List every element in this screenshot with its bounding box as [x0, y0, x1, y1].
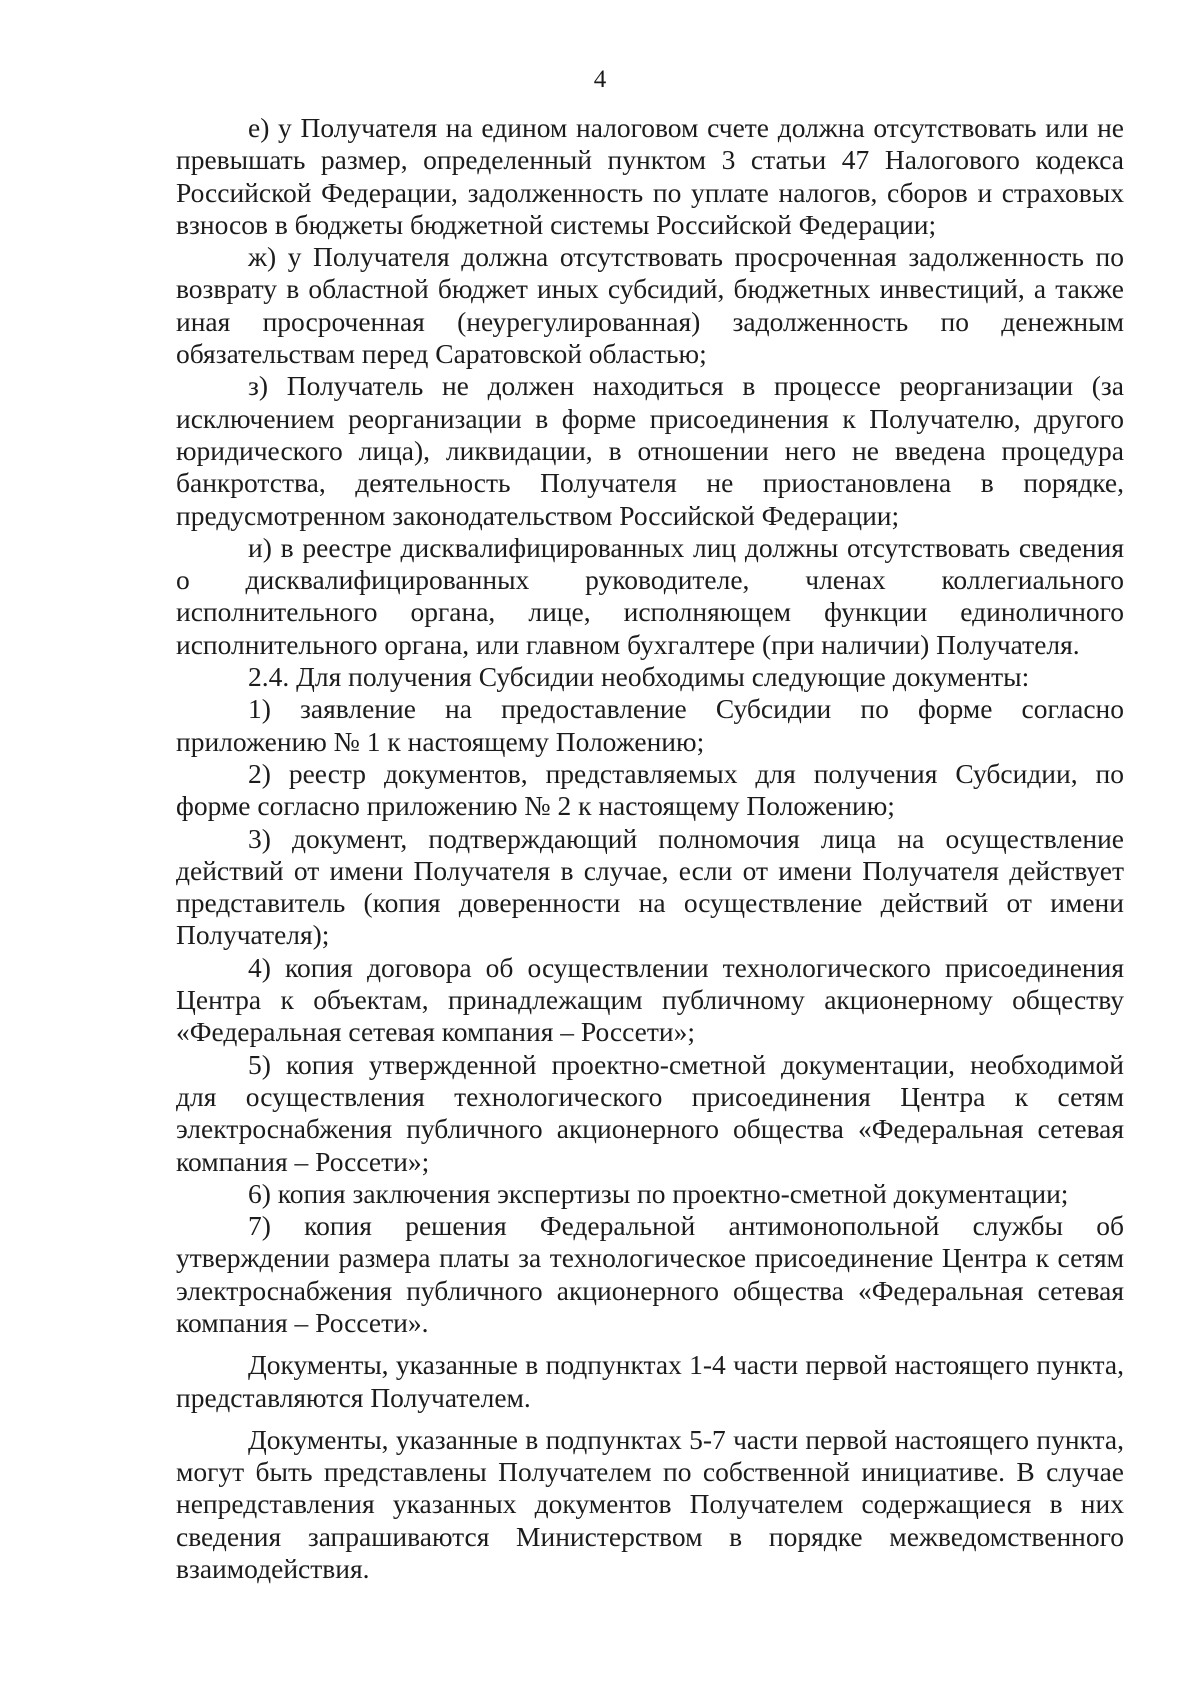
paragraph-documents-by-recipient: Документы, указанные в подпунктах 1-4 части первой настоящего пункта, представляются Получателем.: [176, 1349, 1124, 1413]
paragraph-document-2: 2) реестр документов, представляемых для получения Субсидии, по форме согласно приложению № 2 к настоящему Положению;: [176, 757, 1124, 822]
document-body: [176, 112, 1124, 1585]
paragraph-item-zh: ж) у Получателя должна отсутствовать просроченная задолженность по возврату в областной бюджет иных субсидий, бюджетных инвестиций, а также иная просроченная (неурегулированная) задолженность по денежным обязательствам перед Саратовской областью;: [176, 241, 1124, 370]
paragraph-item-z: з) Получатель не должен находиться в процессе реорганизации (за исключением реорганизации в форме присоединения к Получателю, другого юридического лица), ликвидации, в отношении него не введена процедура банкротства, деятельность Получателя не приостановлена в порядке, предусмотренном законодательством Российской Федерации;: [176, 370, 1124, 531]
paragraph-document-7: 7) копия решения Федеральной антимонопольной службы об утверждении размера платы за технологическое присоединение Центра к сетям электроснабжения публичного акционерного общества «Федеральная сетевая компания – Россети».: [176, 1210, 1124, 1338]
paragraph-documents-by-initiative: Документы, указанные в подпунктах 5-7 части первой настоящего пункта, могут быть представлены Получателем по собственной инициативе. В случае непредставления указанных документов Получателем содержащиеся в них сведения запрашиваются Министерством в порядке межведомственного взаимодействия.: [176, 1423, 1124, 1585]
page-number: 4: [593, 66, 607, 93]
paragraph-document-3: 3) документ, подтверждающий полномочия лица на осуществление действий от имени Получателя в случае, если от имени Получателя действует представитель (копия доверенности на осуществление действий от имени Получателя);: [176, 822, 1124, 951]
paragraph-item-e: е) у Получателя на едином налоговом счете должна отсутствовать или не превышать размер, определенный пунктом 3 статьи 47 Налогового кодекса Российской Федерации, задолженность по уплате налогов, сборов и страховых взносов в бюджеты бюджетной системы Российской Федерации;: [176, 112, 1124, 240]
paragraph-document-4: 4) копия договора об осуществлении технологического присоединения Центра к объектам, принадлежащим публичному акционерному обществу «Федеральная сетевая компания – Россети»;: [176, 951, 1124, 1048]
paragraph-document-1: 1) заявление на предоставление Субсидии по форме согласно приложению № 1 к настоящему Положению;: [176, 693, 1124, 757]
paragraph-item-i: и) в реестре дисквалифицированных лиц должны отсутствовать сведения о дисквалифицированных руководителе, членах коллегиального исполнительного органа, лице, исполняющем функции единоличного исполнительного органа, или главном бухгалтере (при наличии) Получателя.: [176, 531, 1124, 660]
paragraph-section-2-4: 2.4. Для получения Субсидии необходимы следующие документы:: [248, 661, 1030, 693]
paragraph-document-5: 5) копия утвержденной проектно-сметной документации, необходимой для осуществления технологического присоединения Центра к сетям электроснабжения публичного акционерного общества «Федеральная сетевая компания – Россети»;: [176, 1048, 1124, 1177]
paragraph-document-6: 6) копия заключения экспертизы по проектно-сметной документации;: [248, 1177, 1069, 1209]
